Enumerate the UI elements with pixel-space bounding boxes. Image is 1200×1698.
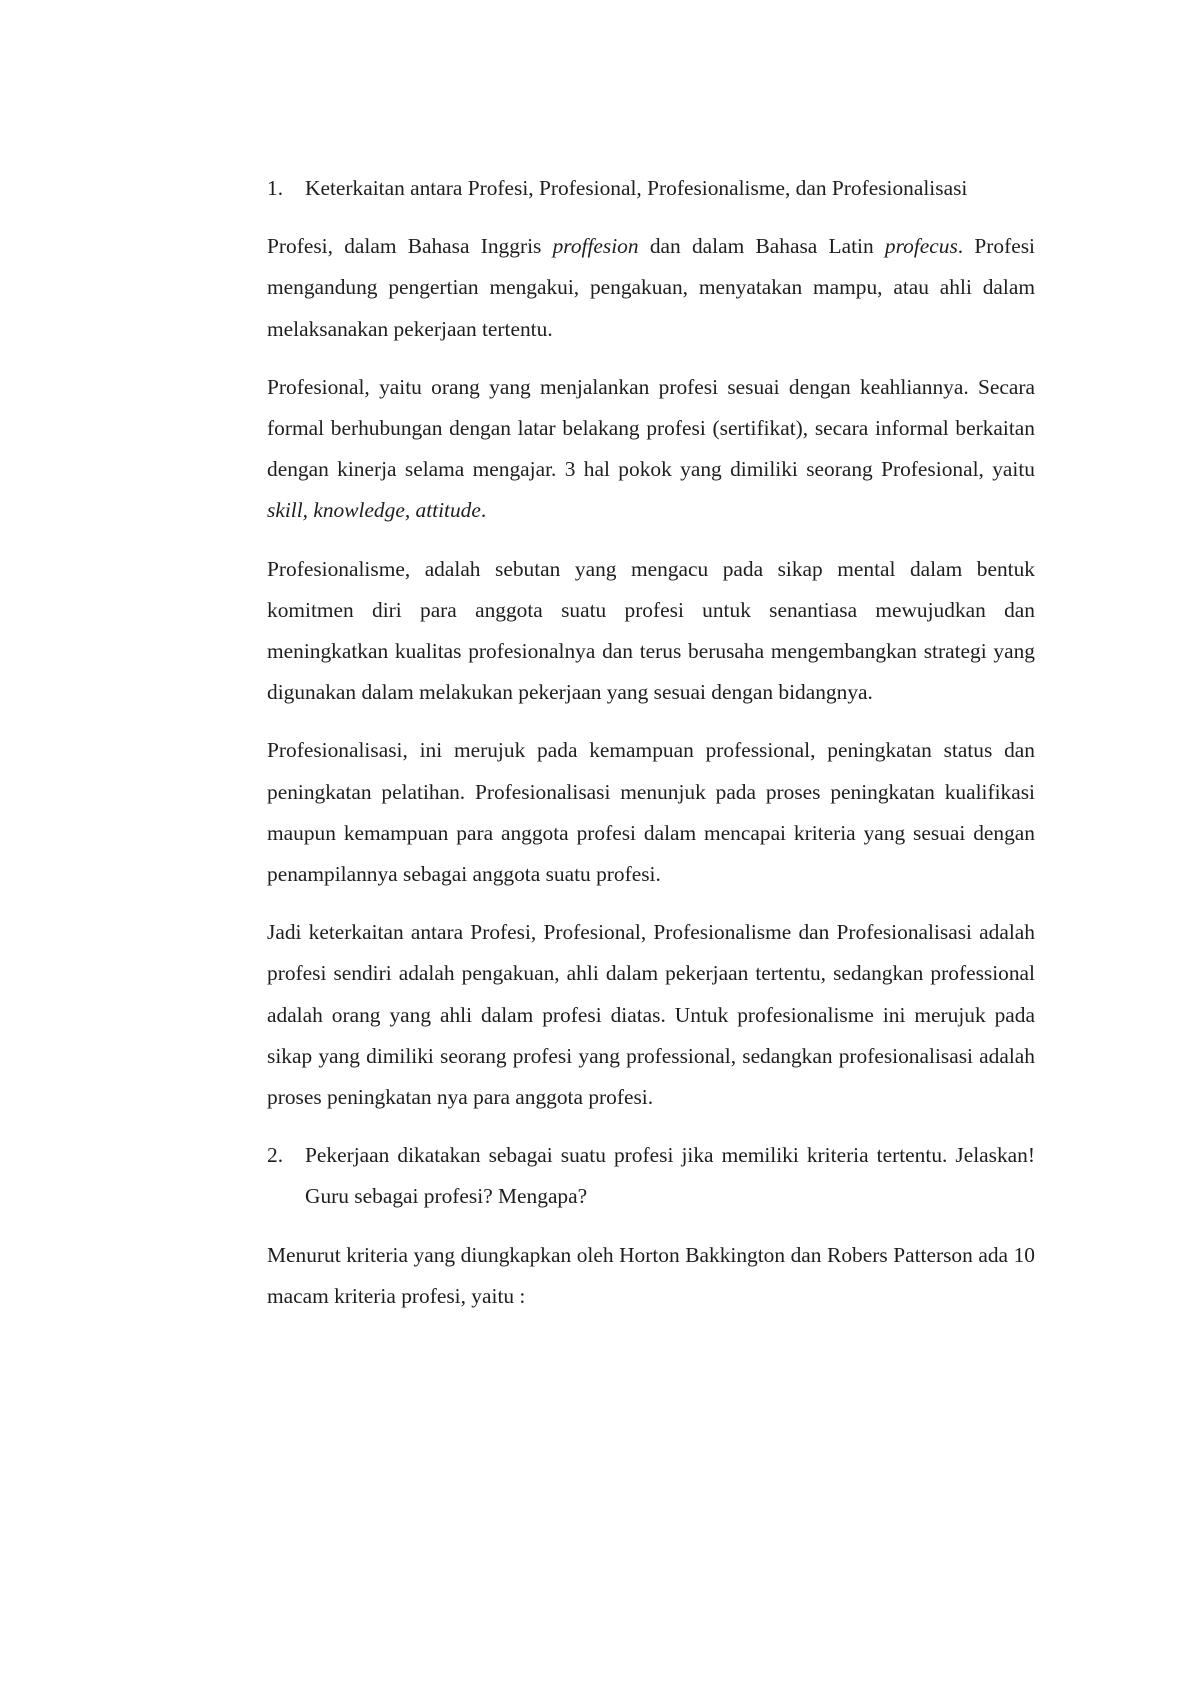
paragraph-profesional-part: Profesional, yaitu orang yang menjalankan profesi sesuai dengan keahliannya. Secara formal berhubungan dengan latar belakang profesi (sertifikat), secara informal berkaitan dengan kinerja selama mengajar. 3 hal pokok yang dimiliki seorang Profesional, yaitu [267,374,1035,482]
question-1-number: 1. [267,176,284,200]
paragraph-profesi-part: . Profesi mengandung pengertian mengakui, pengakuan, menyatakan mampu, atau ahli dalam melaksanakan pekerjaan tertentu. [267,234,1035,341]
question-1-text: Keterkaitan antara Profesi, Profesional, Profesionalisme, dan Profesionalisasi [305,176,968,200]
paragraph-profesionalisasi: Profesionalisasi, ini merujuk pada kemampuan professional, peningkatan status dan peningkatan pelatihan. Profesionalisasi menunjuk pada proses peningkatan kualifikasi maupun kemampuan para anggota profesi dalam mencapai kriteria yang sesuai dengan penampilannya sebagai anggota suatu profesi. [267,738,1035,887]
document-page [267,168,1035,1334]
paragraph-profesi-part: dan dalam Bahasa Latin [638,234,885,259]
paragraph-kriteria: Menurut kriteria yang diungkapkan oleh Horton Bakkington dan Robers Patterson ada 10 macam kriteria profesi, yaitu : [267,1242,1035,1308]
question-2 [267,1135,1035,1217]
question-1 [267,168,1035,209]
paragraph-profesionalisme: Profesionalisme, adalah sebutan yang mengacu pada sikap mental dalam bentuk komitmen diri para anggota suatu profesi untuk senantiasa mewujudkan dan meningkatkan kualitas profesionalnya dan terus berusaha mengembangkan strategi yang digunakan dalam melakukan pekerjaan yang sesuai dengan bidangnya. [267,556,1035,705]
term-skill-knowledge-attitude: skill, knowledge, attitude [267,498,481,523]
term-proffesion: proffesion [552,234,639,259]
paragraph-keterkaitan: Jadi keterkaitan antara Profesi, Profesional, Profesionalisme dan Profesionalisasi adalah profesi sendiri adalah pengakuan, ahli dalam pekerjaan tertentu, sedangkan professional adalah orang yang ahli dalam profesi diatas. Untuk profesionalisme ini merujuk pada sikap yang dimiliki seorang profesi yang professional, sedangkan profesionalisasi adalah proses peningkatan nya para anggota profesi. [267,920,1035,1110]
term-profecus: profecus [884,234,958,259]
paragraph-profesi-part: Profesi, dalam Bahasa Inggris [267,234,553,259]
paragraph-profesi [267,226,1035,350]
question-2-number: 2. [267,1143,284,1168]
paragraph-profesional-part: . [480,498,487,523]
question-2-text: Pekerjaan dikatakan sebagai suatu profesi jika memiliki kriteria tertentu. Jelaskan! Guru sebagai profesi? Mengapa? [305,1143,1035,1209]
paragraph-profesional [267,367,1035,532]
